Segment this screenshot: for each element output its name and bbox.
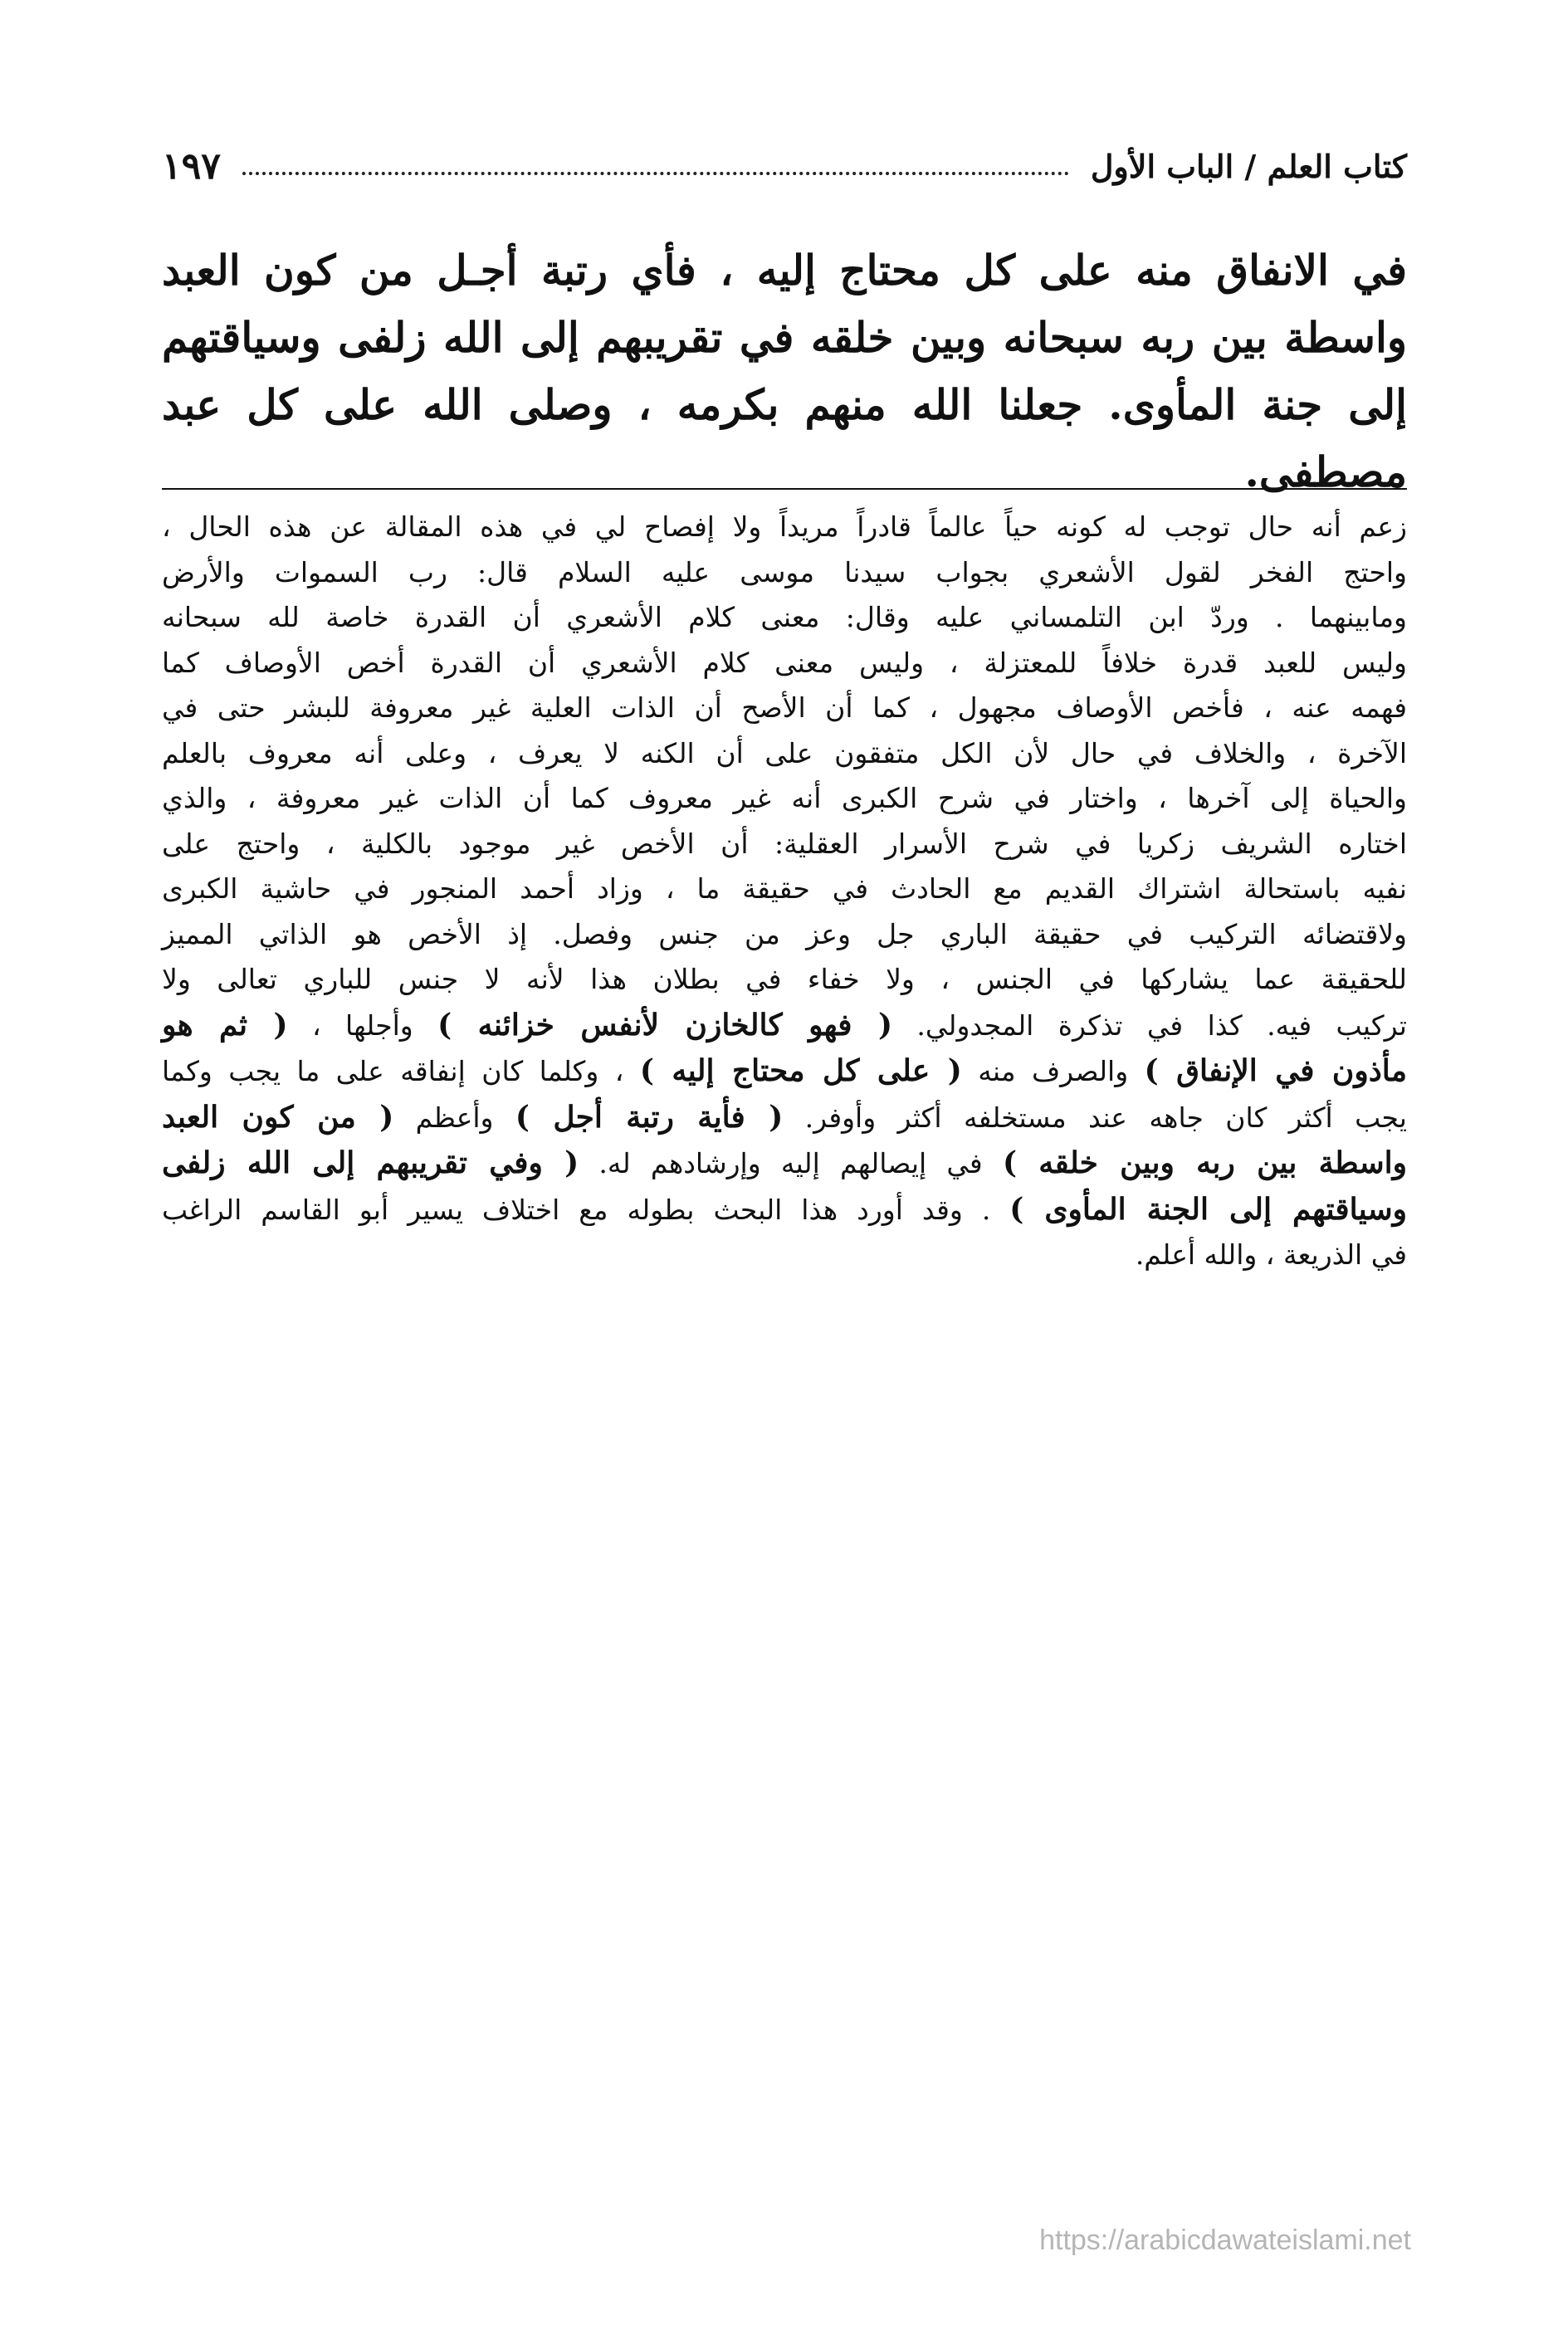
- footnote-text: واحتج الفخر لقول الأشعري بجواب سيدنا موسى عليه السلام قال: رب السموات والأرض: [162, 555, 1407, 588]
- footnote-line: [162, 1187, 1407, 1233]
- quoted-matn-text: ( ثم هو: [162, 1007, 288, 1043]
- quoted-matn-text: ( وفي تقريبهم إلى الله زلفى: [162, 1145, 579, 1180]
- footnote-line: [162, 731, 1407, 777]
- page-header: [162, 133, 1407, 199]
- footnote-line: [162, 1003, 1407, 1049]
- footnote-text: ، وكلما كان إنفاقه على ما يجب وكما: [162, 1055, 640, 1087]
- footnote-separator: [162, 488, 1407, 490]
- footnote-line: [162, 550, 1407, 596]
- quoted-matn-text: واسطة بين ربه وبين خلقه ): [1002, 1145, 1407, 1180]
- footnote-text: ومابينهما . وردّ ابن التلمساني عليه وقال: معنى كلام الأشعري أن القدرة خاصة لله سبحانه: [162, 601, 1407, 633]
- footnote-line: [162, 776, 1407, 822]
- quoted-matn-text: وسياقتهم إلى الجنة المأوى ): [1009, 1191, 1407, 1227]
- quoted-matn-text: ( فأية رتبة أجل ): [515, 1099, 784, 1135]
- footnote-text: وأجلها ،: [287, 1008, 438, 1042]
- quoted-matn-text: ( فهو كالخازن لأنفس خزائنه ): [437, 1007, 892, 1043]
- footnote-line: [162, 867, 1407, 912]
- footnote-line: [162, 912, 1407, 958]
- footnote-line: [162, 1095, 1407, 1141]
- footnote-text: للحقيقة عما يشاركها في الجنس ، ولا خفاء في بطلان هذا لأنه لا جنس للباري تعالى ولا: [162, 963, 1407, 995]
- footnote-text: . وقد أورد هذا البحث بطوله مع اختلاف يسير أبو القاسم الراغب: [162, 1193, 1010, 1226]
- quoted-matn-text: مأذون في الإنفاق ): [1144, 1053, 1407, 1088]
- footnote-line: [162, 957, 1407, 1003]
- page-number: ١٩٧: [162, 144, 221, 188]
- footnote-line: [162, 1048, 1407, 1095]
- footnote-text: اختاره الشريف زكريا في شرح الأسرار العقلية: أن الأخص غير موجود بالكلية ، واحتج على: [162, 827, 1407, 860]
- footnote-text: الآخرة ، والخلاف في حال لأن الكل متفقون على أن الكنه لا يعرف ، وعلى أنه معروف بالعلم: [162, 736, 1407, 769]
- footnote-text: تركيب فيه. كذا في تذكرة المجدولي.: [891, 1008, 1407, 1042]
- footnote-text: فهمه عنه ، فأخص الأوصاف مجهول ، كما أن الأصح أن الذات العلية غير معروفة للبشر حتى في: [162, 691, 1407, 724]
- footnote-text: والصرف منه: [961, 1055, 1145, 1087]
- footnote-text: ولاقتضائه التركيب في حقيقة الباري جل وعز من جنس وفصل. إذ الأخص هو الذاتي المميز: [162, 917, 1407, 950]
- footnote-text: في الذريعة ، والله أعلم.: [1135, 1238, 1407, 1271]
- footnote-line: [162, 595, 1407, 641]
- footnote-line: [162, 641, 1407, 686]
- quoted-matn-text: ( على كل محتاج إليه ): [639, 1053, 962, 1088]
- footnote-line: [162, 1140, 1407, 1187]
- footnote-line: [162, 822, 1407, 867]
- footnote-text: وأعظم: [393, 1101, 515, 1134]
- footnote-text: وليس للعبد قدرة خلافاً للمعتزلة ، وليس معنى كلام الأشعري أن القدرة أخص الأوصاف كما: [162, 646, 1407, 679]
- footnote-line: [162, 686, 1407, 731]
- footnote-text: زعم أنه حال توجب له كونه حياً عالماً قادراً مريداً ولا إفصاح لي في هذه المقالة عن هذه الحال ،: [162, 510, 1407, 543]
- footnote-text: يجب أكثر كان جاهه عند مستخلفه أكثر وأوفر.: [783, 1101, 1407, 1134]
- quoted-matn-text: ( من كون العبد: [162, 1099, 394, 1135]
- footnote-text: نفيه باستحالة اشتراك القديم مع الحادث في حقيقة ما ، وزاد أحمد المنجور في حاشية الكبرى: [162, 872, 1407, 905]
- footnote-text: والحياة إلى آخرها ، واختار في شرح الكبرى أنه غير معروف كما أن الذات غير معروفة ، والذي: [162, 782, 1407, 814]
- running-title: كتاب العلم / الباب الأول: [1090, 147, 1407, 185]
- main-paragraph: في الانفاق منه على كل محتاج إليه ، فأي رتبة أجـل من كون العبد واسطة بين ربه سبحانه وبين خلقه في تقريبهم إلى الله زلفى وسياقتهم إلى جنة المأوى. جعلنا الله منهم بكرمه ، وصلى الله على كل عبد مصطفى.: [162, 246, 1407, 496]
- watermark-url: https://arabicdawateislami.net: [1039, 2224, 1411, 2256]
- header-leader-dots: [242, 172, 1069, 175]
- footnote-line: [162, 505, 1407, 550]
- footnote-text: في إيصالهم إليه وإرشادهم له.: [579, 1147, 1003, 1179]
- footnote-block: [162, 505, 1407, 1278]
- footnote-line: [162, 1233, 1407, 1278]
